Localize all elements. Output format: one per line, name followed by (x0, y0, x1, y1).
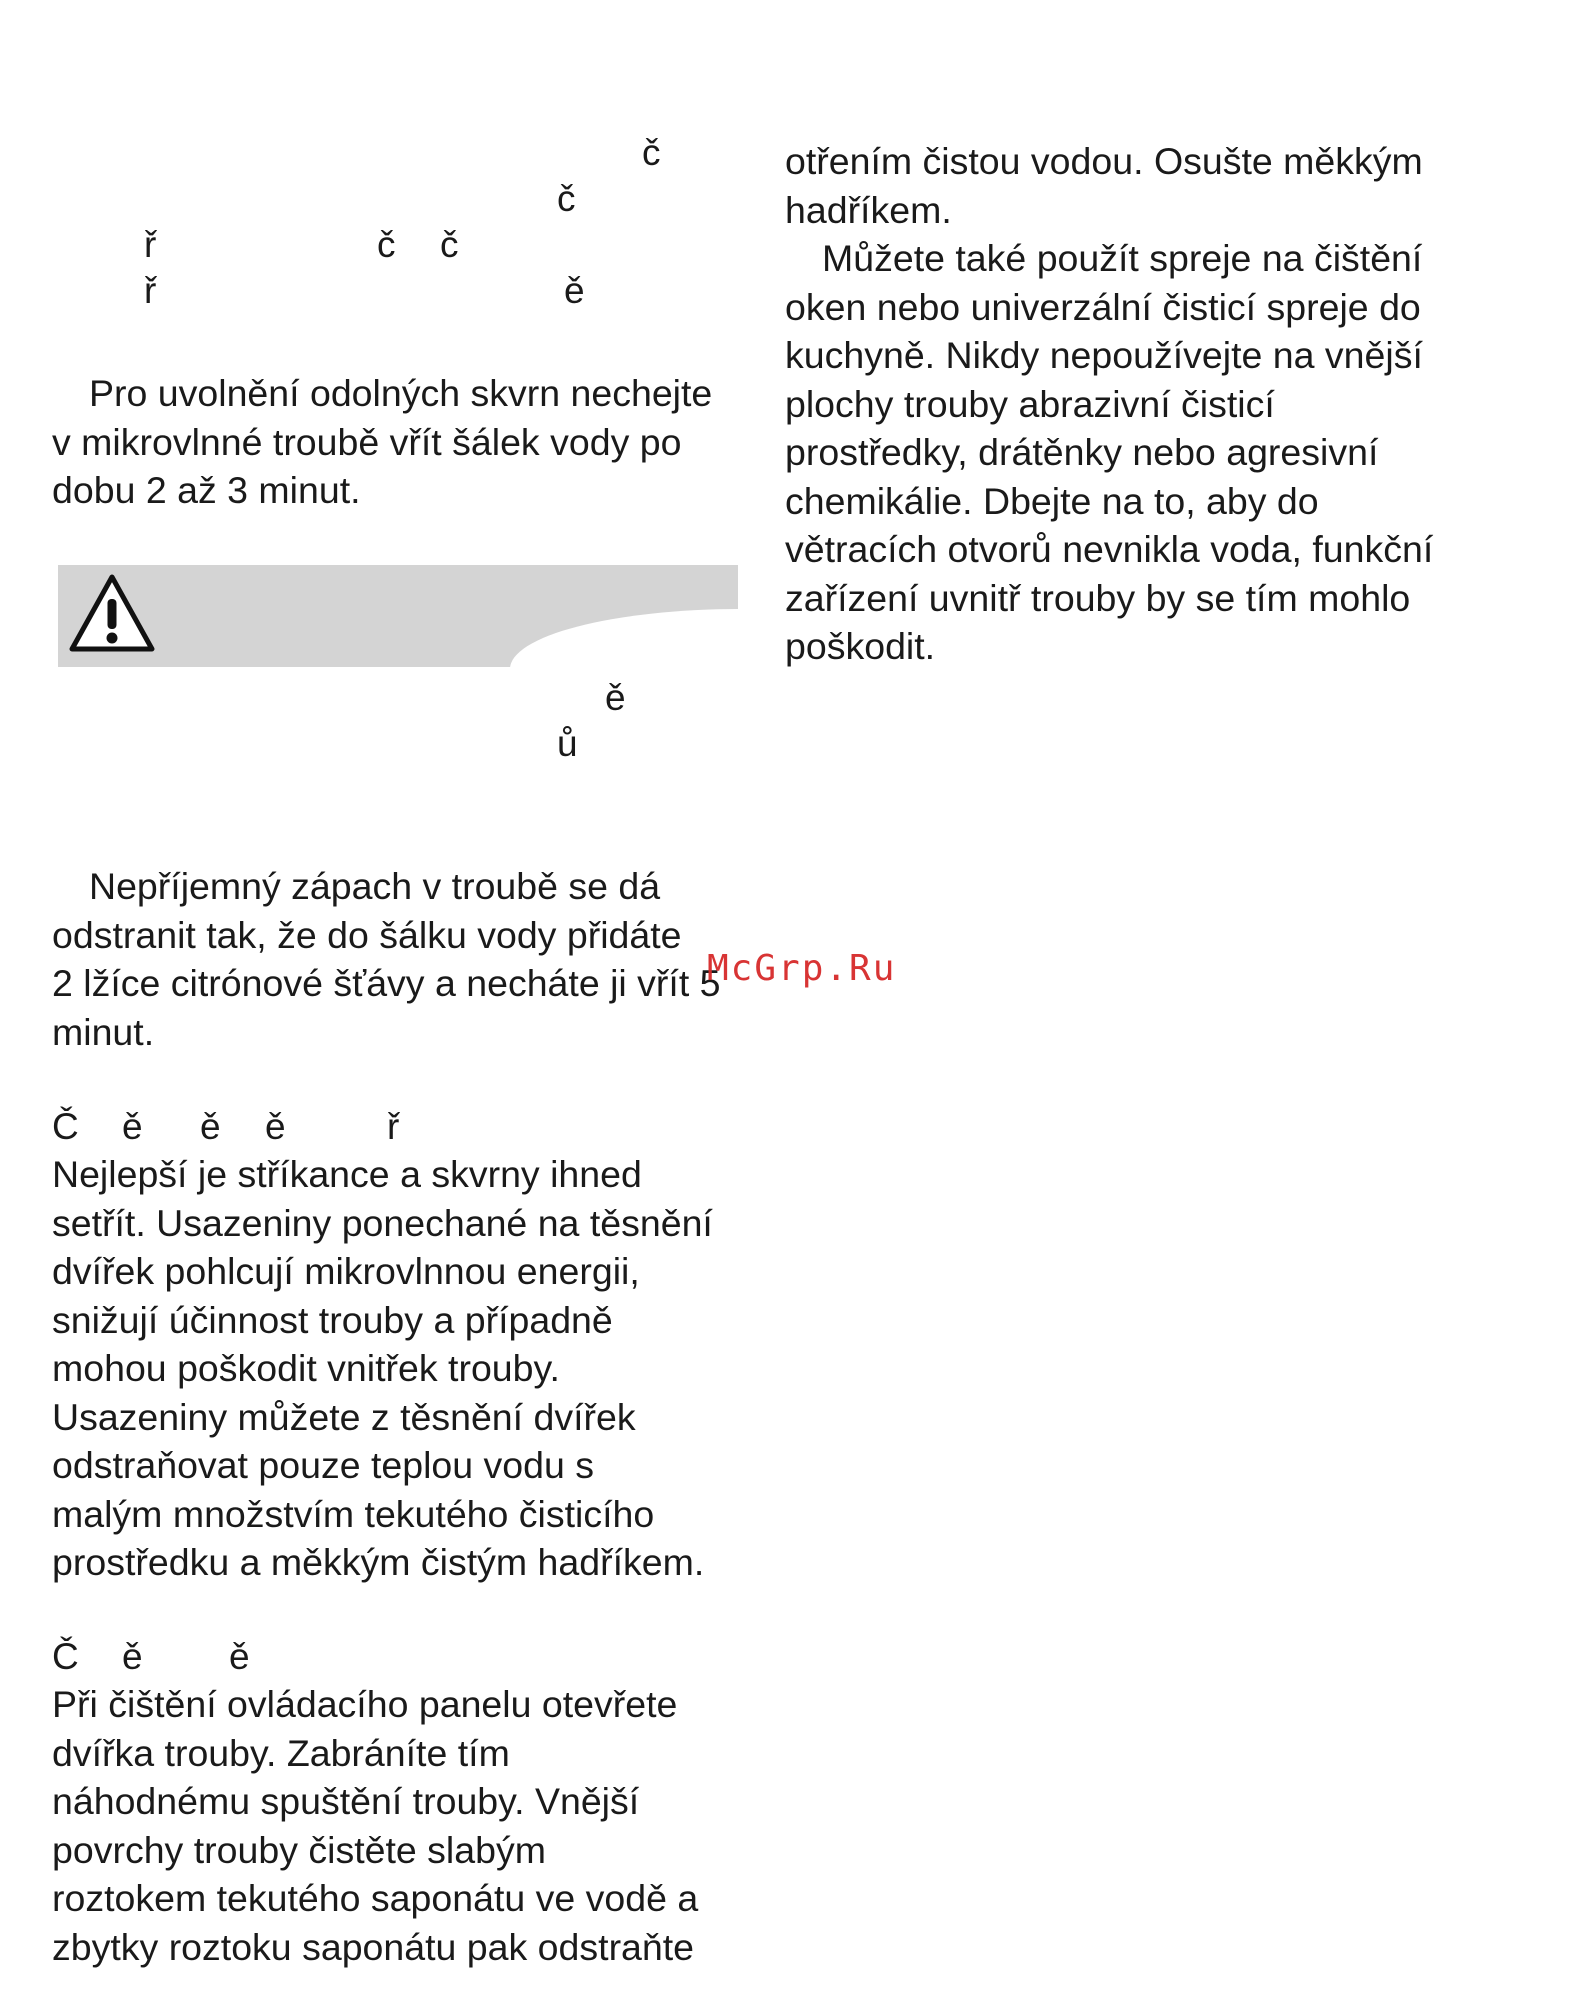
paragraph-text: Při čištění ovládacího panelu otevřete dvířka trouby. Zabráníte tím náhodnému spuštění trouby. Vnější povrchy trouby čistěte slabým roztokem tekutého saponátu ve vodě a zbytky roztoku saponátu pak odstraňte (52, 1683, 699, 1968)
fragment-glyph: ů (557, 723, 578, 764)
paragraph-door-seal (52, 1150, 772, 1587)
fragment-line-5 (52, 677, 747, 723)
fragment-glyph: č (642, 132, 661, 173)
warning-triangle-icon (66, 571, 158, 657)
section-heading-door-seal (52, 1103, 747, 1151)
paragraph-control-panel (52, 1680, 772, 1971)
fragment-glyph: č (440, 224, 459, 265)
fragment-glyph: ř (144, 224, 157, 265)
heading-glyph: ř (387, 1106, 400, 1147)
heading-glyph: ě (200, 1106, 221, 1147)
heading-glyph: ě (265, 1106, 286, 1147)
fragment-glyph: ě (605, 677, 626, 718)
heading-glyph: ě (122, 1106, 143, 1147)
paragraph-text: otřením čistou vodou. Osušte měkkým hadříkem. (785, 140, 1423, 231)
top-fragments (52, 132, 747, 316)
fragment-glyph: č (557, 178, 576, 219)
heading-glyph: Č (52, 1636, 79, 1677)
paragraph-text: Nejlepší je stříkance a skvrny ihned setřít. Usazeniny ponechané na těsnění dvířek pohlcují mikrovlnnou energii, snižují účinnost trouby a případně mohou poškodit vnitřek trouby. Usazeniny můžete z těsnění dvířek odstraňovat pouze teplou vodu s malým množstvím tekutého čisticího prostředku a měkkým čistým hadříkem. (52, 1153, 713, 1583)
heading-fragments (52, 1103, 747, 1151)
warning-fragments (52, 677, 747, 769)
fragment-glyph: č (377, 224, 396, 265)
heading-fragments (52, 1633, 747, 1681)
fragment-line-3 (52, 224, 747, 270)
fragment-glyph: ř (144, 270, 157, 311)
section-heading-control-panel (52, 1633, 747, 1681)
watermark: McGrp.Ru (707, 948, 897, 989)
fragment-line-6 (52, 723, 747, 769)
fragment-line-4 (52, 270, 747, 316)
paragraph-stain-removal (52, 369, 752, 515)
paragraph-text: Můžete také použít spreje na čištění oken nebo univerzální čisticí spreje do kuchyně. Nikdy nepoužívejte na vnější plochy trouby abrazivní čisticí prostředky, drátěnky nebo agresivní chemikálie. Dbejte na to, aby do větracích otvorů nevnikla voda, funkční zařízení uvnitř trouby by se tím mohlo poškodit. (785, 237, 1434, 667)
heading-glyph: ě (122, 1636, 143, 1677)
heading-glyph: Č (52, 1106, 79, 1147)
paragraph-text: Nepříjemný zápach v troubě se dá odstranit tak, že do šálku vody přidáte 2 lžíce citrónové šťávy a necháte ji vřít 5 minut. (52, 865, 721, 1053)
fragment-line-1 (52, 132, 747, 178)
fragment-glyph: ě (564, 270, 585, 311)
heading-glyph: ě (229, 1636, 250, 1677)
warning-banner (58, 565, 738, 667)
paragraph-text: Pro uvolnění odolných skvrn nechejte v mikrovlnné troubě vřít šálek vody po dobu 2 až 3 minut. (52, 372, 713, 511)
right-column (785, 137, 1485, 671)
paragraph-odor-removal (52, 862, 772, 1056)
fragment-line-2 (52, 178, 747, 224)
